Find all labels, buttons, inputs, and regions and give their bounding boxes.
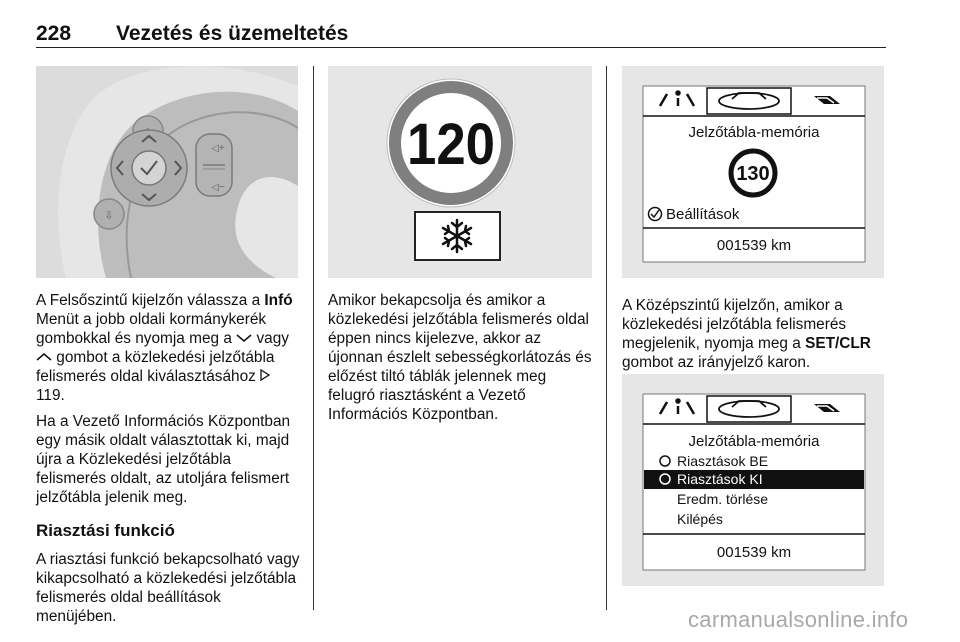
- svg-text:◁−: ◁−: [211, 182, 225, 193]
- page-reference-icon: [260, 369, 270, 381]
- column-divider-1: [313, 66, 314, 610]
- speed-sign-illustration: [328, 66, 592, 278]
- display-title: Jelzőtábla-memória: [688, 433, 820, 450]
- paragraph-midlevel-display: A Középszintű kijelzőn, amikor a közlekedési jelzőtábla felismerés megjelenik, nyomja meg a SET/CLR gombot az irányjelző karon.: [622, 297, 871, 371]
- display-screen-menu: [622, 374, 884, 586]
- chevron-up-icon: [36, 352, 52, 362]
- chapter-title: Vezetés és üzemeltetés: [116, 22, 349, 45]
- paragraph-popup-alert: Amikor bekapcsolja és amikor a közlekedési jelzőtábla felismerés oldal éppen nincs kijelezve, akkor az újonnan észlelt sebességkorlátozás és előzést tiltó táblák jelennek meg felugró riasztásként a Vezető Információs Központban.: [328, 292, 592, 423]
- svg-text:⇩: ⇩: [104, 210, 114, 222]
- chevron-down-icon: [236, 333, 252, 343]
- set-clr-term: SET/CLR: [805, 335, 871, 352]
- confirm-button: [132, 151, 166, 185]
- column-1-text: [36, 291, 300, 626]
- column-divider-2: [606, 66, 607, 610]
- paragraph-info-menu: A Felsőszintű kijelzőn válassza a Infó Menüt a jobb oldali kormánykerék gombokkal és nyomja meg a vagy gombot a közlekedési jelzőtábla felismerés oldal kiválasztásához 119.: [36, 292, 293, 404]
- menu-item-exit: Kilépés: [677, 511, 723, 527]
- header-rule: [36, 47, 886, 48]
- menu-item-clear-results: Eredm. törlése: [677, 491, 769, 507]
- speed-limit-value: 120: [407, 112, 495, 177]
- display-speed-value: 130: [736, 163, 770, 185]
- svg-text:◁+: ◁+: [211, 143, 225, 154]
- display-title: Jelzőtábla-memória: [688, 124, 820, 141]
- settings-label: Beállítások: [666, 206, 740, 223]
- paragraph-other-page: Ha a Vezető Információs Központban egy másik oldalt választottak ki, majd újra a Közlekedési jelzőtábla felismerés oldalt, az utoljára felismert jelzőtábla jelenik meg.: [36, 413, 291, 506]
- info-menu-term: Infó: [264, 292, 293, 309]
- page-reference: 119.: [36, 387, 65, 404]
- column-2-text: [328, 291, 592, 424]
- section-heading-alert: Riasztási funkció: [36, 521, 175, 540]
- menu-item-alerts-off: Riasztások KI: [677, 471, 763, 487]
- paragraph-alert-function: A riasztási funkció bekapcsolható vagy kikapcsolható a közlekedési jelzőtábla felismerés oldal beállítások menüjében.: [36, 551, 300, 625]
- odometer-reading: 001539 km: [716, 237, 792, 254]
- steering-wheel-illustration: [36, 66, 298, 278]
- column-3-text: [622, 296, 886, 372]
- odometer-reading: 001539 km: [716, 544, 792, 561]
- page-number: 228: [36, 22, 72, 45]
- page-header: [36, 8, 886, 48]
- menu-item-alerts-on: Riasztások BE: [677, 453, 769, 469]
- display-screen-settings: [622, 66, 884, 278]
- watermark-site-logo: carmanualsonline.info: [688, 607, 909, 632]
